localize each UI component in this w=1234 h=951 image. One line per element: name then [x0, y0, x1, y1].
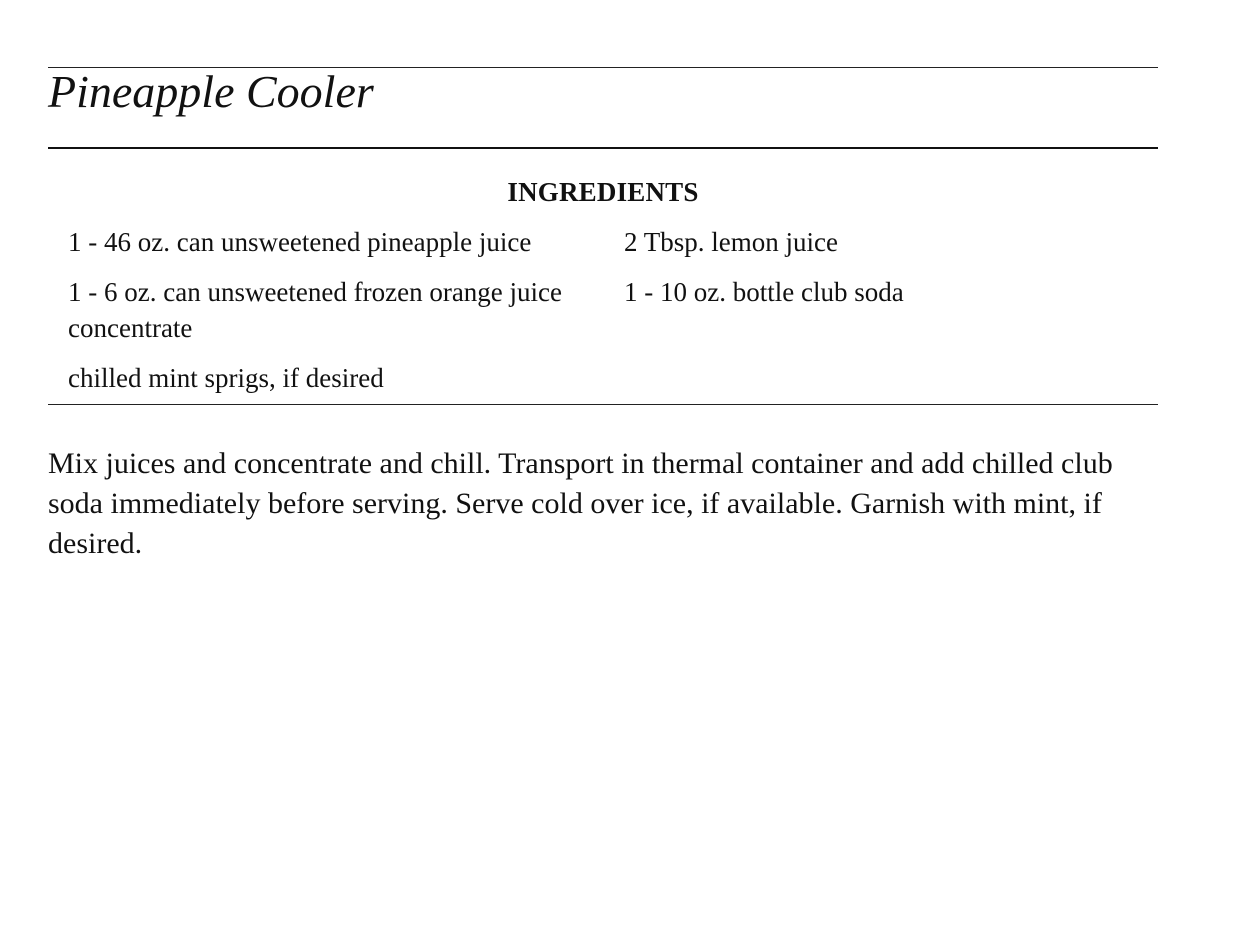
- ingredient-item: 2 Tbsp. lemon juice: [624, 227, 838, 257]
- recipe-directions: Mix juices and concentrate and chill. Transport in thermal container and add chilled club soda immediately before serving. Serve cold over ice, if available. Garnish with mint, if desired.: [48, 447, 1113, 560]
- ingredient-item: 1 - 10 oz. bottle club soda: [624, 277, 904, 307]
- ingredient-item: 1 - 46 oz. can unsweetened pineapple juice: [68, 227, 532, 257]
- ingredients-heading: INGREDIENTS: [507, 177, 699, 207]
- ingredient-item: chilled mint sprigs, if desired: [68, 363, 384, 393]
- title-divider: [48, 147, 1158, 149]
- ingredients-divider: [48, 404, 1158, 405]
- recipe-title: Pineapple Cooler: [48, 66, 374, 117]
- ingredient-item: 1 - 6 oz. can unsweetened frozen orange juice concentrate: [68, 277, 563, 343]
